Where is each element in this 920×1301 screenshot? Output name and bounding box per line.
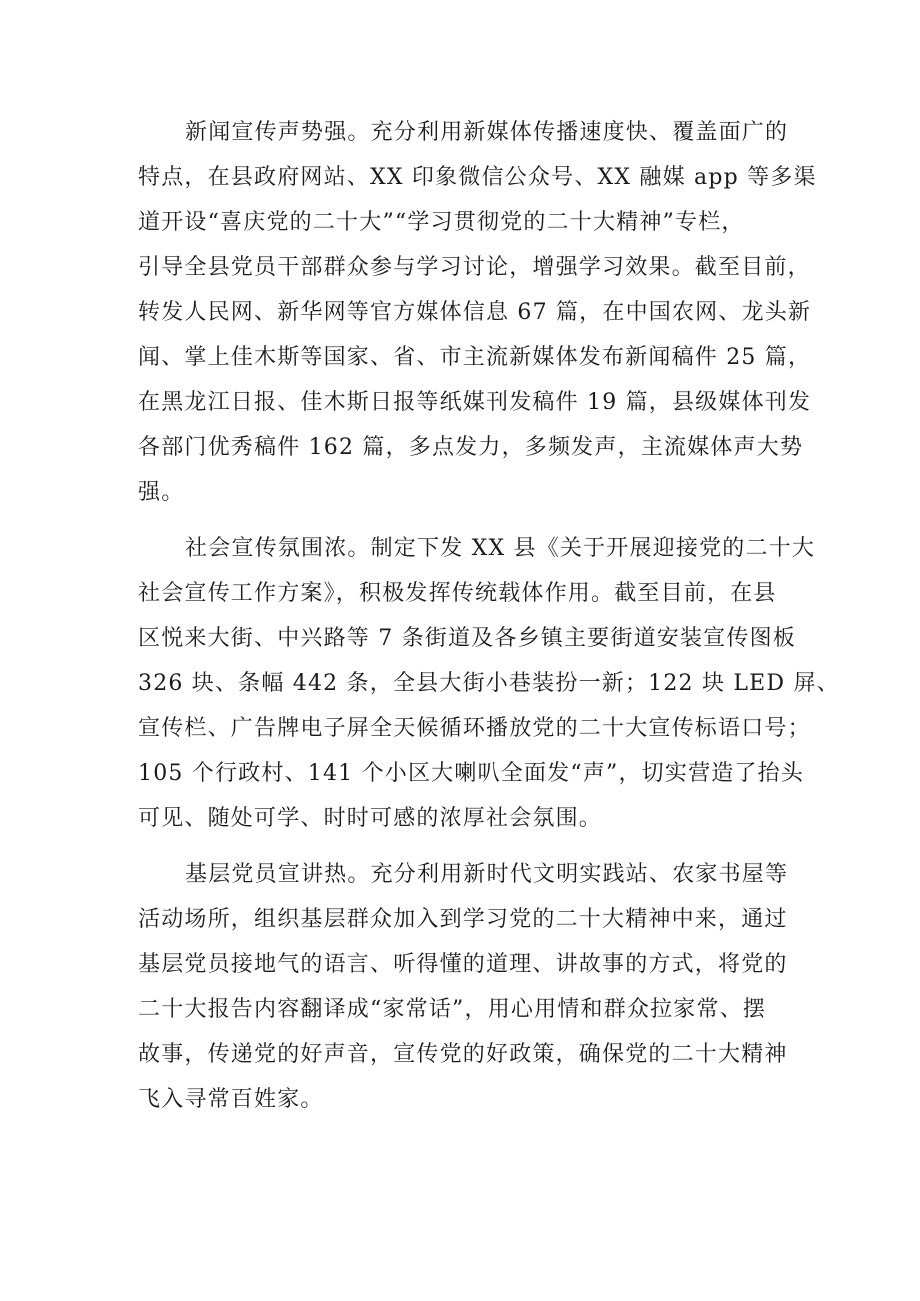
text-line: 326 块、条幅 442 条，全县大街小巷装扮一新；122 块 LED 屏、 xyxy=(138,671,840,696)
text-line: 道开设“喜庆党的二十大”“学习贯彻党的二十大精神”专栏， xyxy=(138,210,745,235)
text-line: 105 个行政村、141 个小区大喇叭全面发“声”，切实营造了抬头 xyxy=(138,761,805,786)
paragraph-news-publicity xyxy=(138,110,817,515)
text-line: 闻、掌上佳木斯等国家、省、市主流新媒体发布新闻稿件 25 篇， xyxy=(138,345,812,370)
text-line: 基层党员宣讲热。充分利用新时代文明实践站、农家书屋等 xyxy=(185,862,789,887)
text-line: 故事，传递党的好声音，宣传党的好政策，确保党的二十大精神 xyxy=(138,1042,788,1067)
text-line: 社会宣传氛围浓。制定下发 XX 县《关于开展迎接党的二十大 xyxy=(185,536,816,561)
text-line: 在黑龙江日报、佳木斯日报等纸媒刊发稿件 19 篇，县级媒体刊发 xyxy=(138,390,812,415)
text-line: 活动场所，组织基层群众加入到学习党的二十大精神中来，通过 xyxy=(138,907,788,932)
paragraph-social-publicity xyxy=(138,526,840,841)
text-line: 特点，在县政府网站、XX 印象微信公众号、XX 融媒 app 等多渠 xyxy=(138,165,817,190)
text-line: 区悦来大街、中兴路等 7 条街道及各乡镇主要街道安装宣传图板 xyxy=(138,626,796,651)
text-line: 飞入寻常百姓家。 xyxy=(138,1087,324,1112)
text-line: 强。 xyxy=(138,480,185,505)
text-line: 新闻宣传声势强。充分利用新媒体传播速度快、覆盖面广的 xyxy=(185,120,789,145)
text-line: 各部门优秀稿件 162 篇，多点发力，多频发声，主流媒体声大势 xyxy=(138,435,804,460)
text-line: 基层党员接地气的语言、听得懂的道理、讲故事的方式，将党的 xyxy=(138,952,788,977)
paragraph-grassroots-lectures xyxy=(138,852,796,1122)
document-body xyxy=(138,110,840,1133)
text-line: 社会宣传工作方案》，积极发挥传统载体作用。截至目前，在县 xyxy=(138,581,777,606)
text-line: 引导全县党员干部群众参与学习讨论，增强学习效果。截至目前， xyxy=(138,255,811,280)
text-line: 宣传栏、广告牌电子屏全天候循环播放党的二十大宣传标语口号； xyxy=(138,716,811,741)
text-line: 可见、随处可学、时时可感的浓厚社会氛围。 xyxy=(138,806,603,831)
text-line: 二十大报告内容翻译成“家常话”，用心用情和群众拉家常、摆 xyxy=(138,997,767,1022)
text-line: 转发人民网、新华网等官方媒体信息 67 篇，在中国农网、龙头新 xyxy=(138,300,812,325)
